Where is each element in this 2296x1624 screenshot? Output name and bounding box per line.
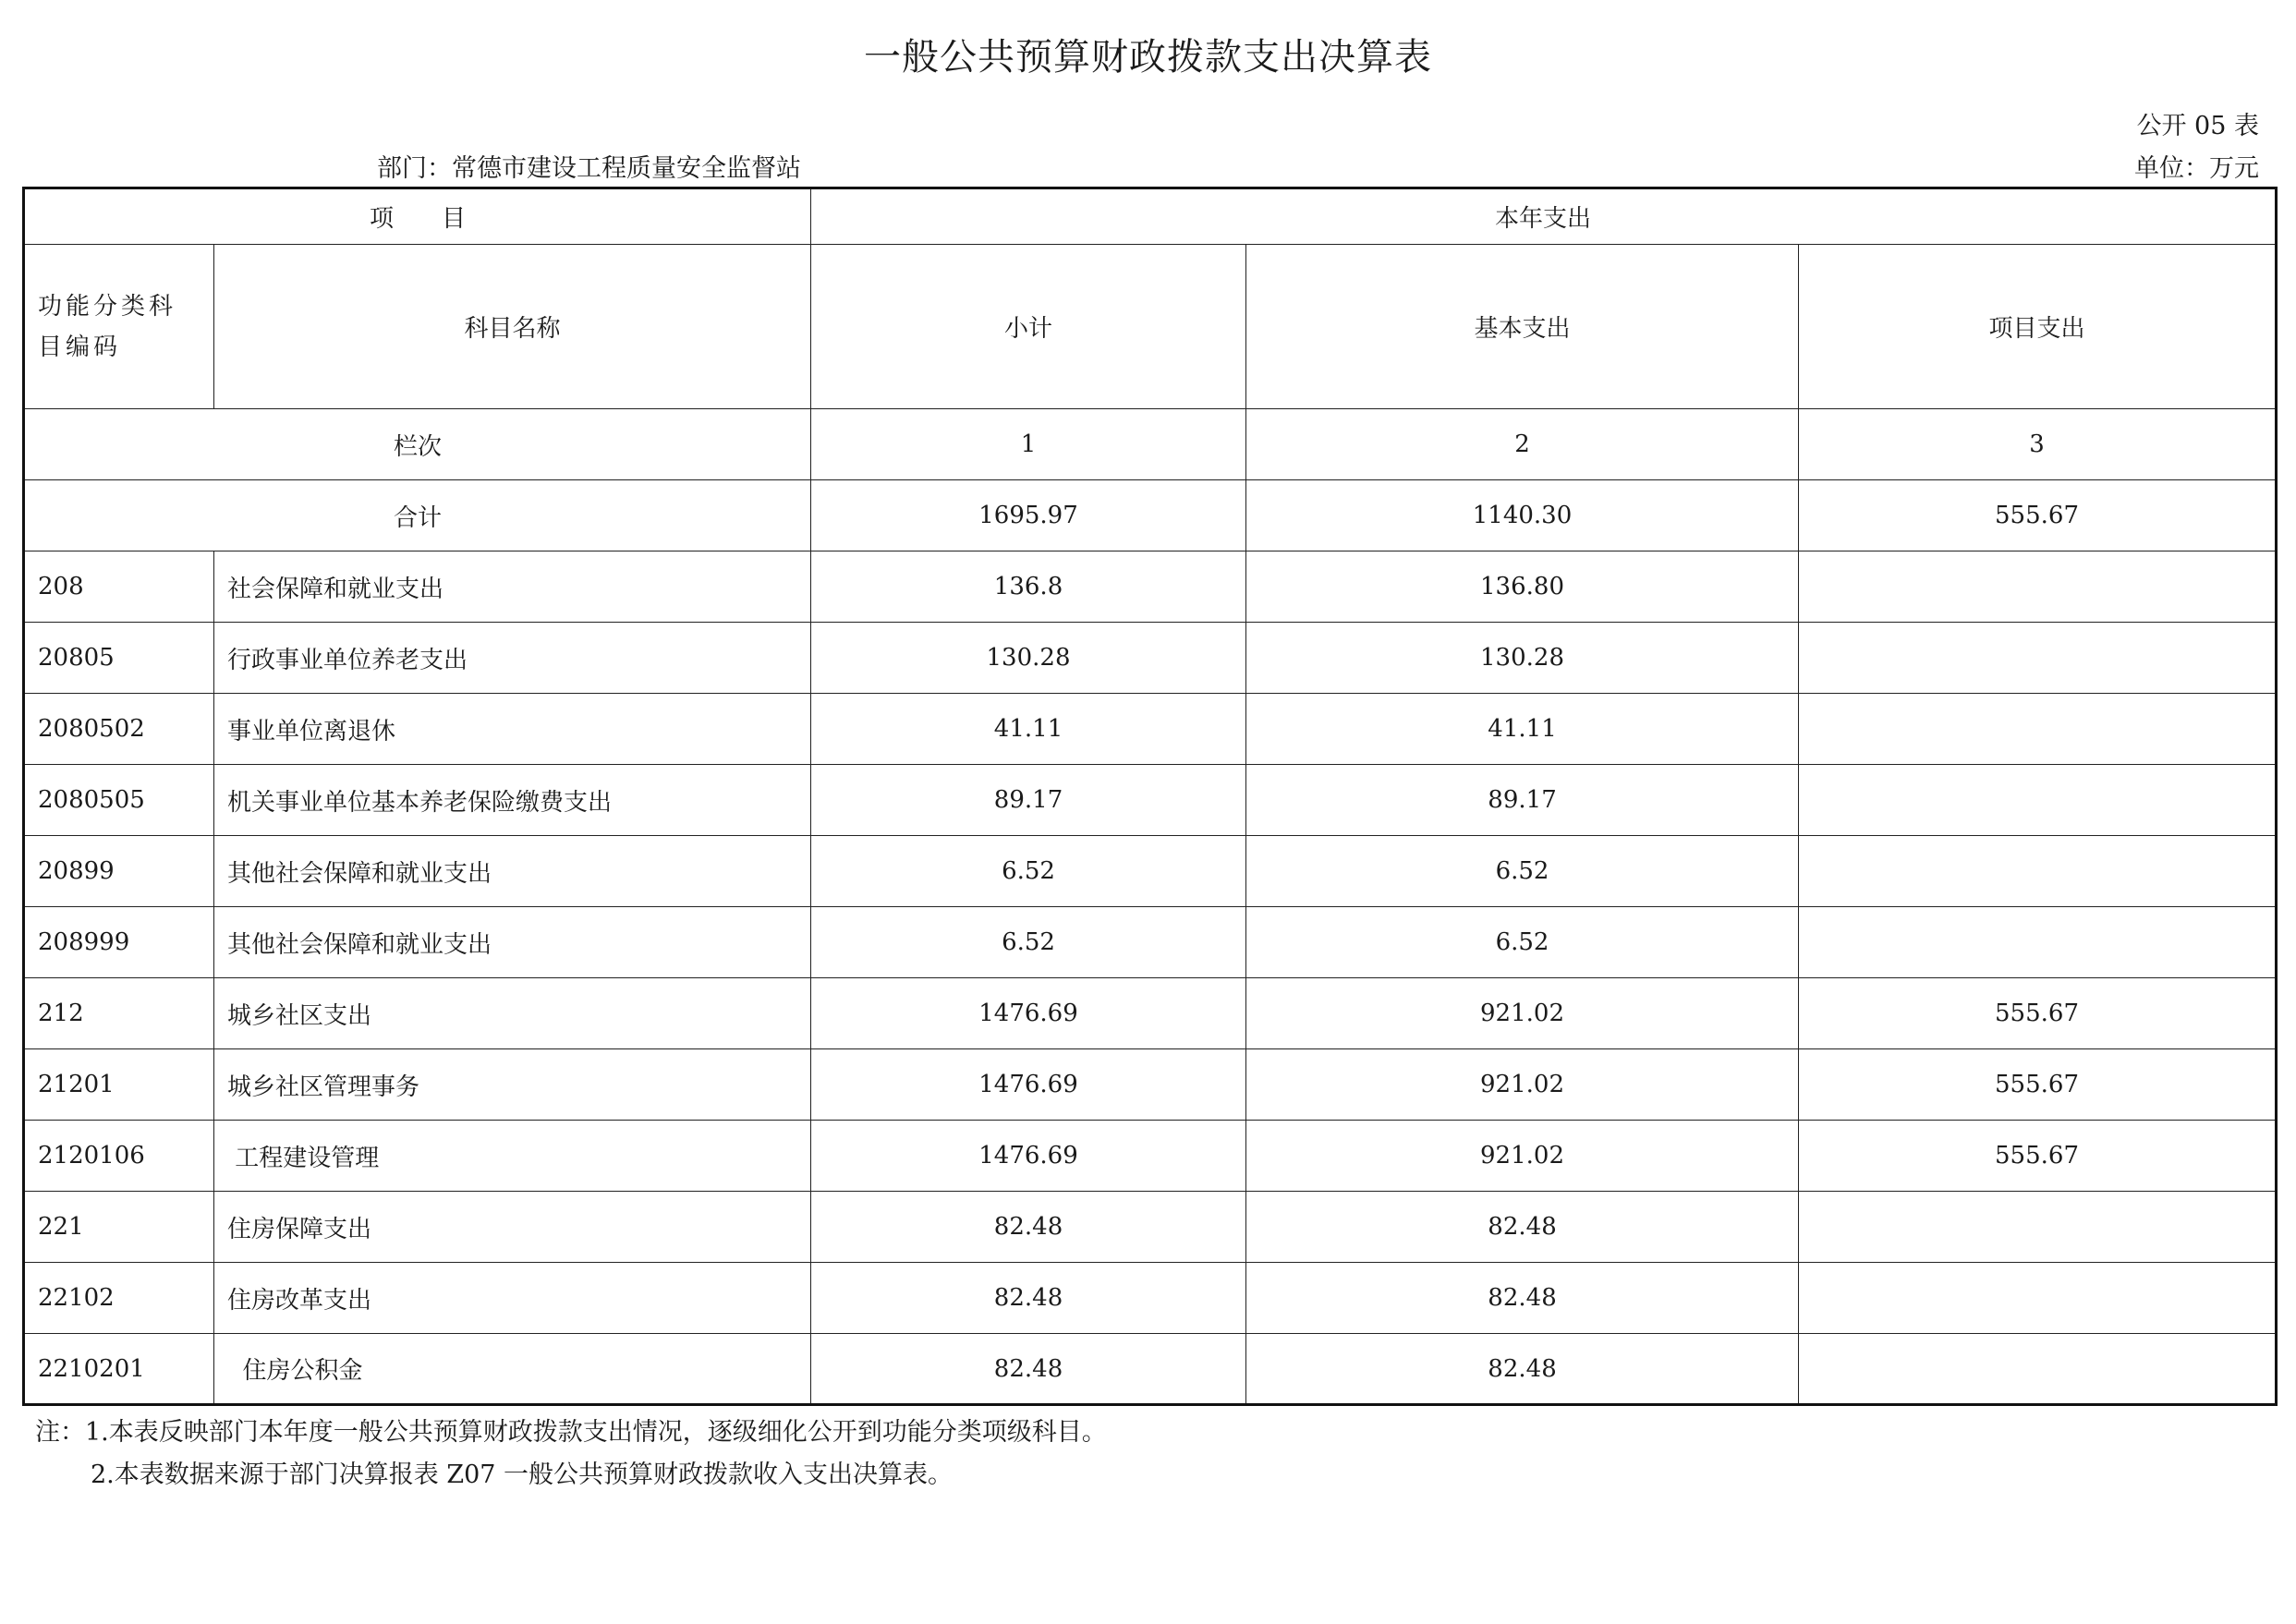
row-code: 2080502 — [24, 694, 214, 765]
row-basic: 41.11 — [1246, 694, 1799, 765]
row-subtotal: 82.48 — [811, 1263, 1246, 1334]
unit-label: 单位：万元 — [2134, 154, 2259, 183]
table-row — [24, 623, 2277, 694]
table-row — [24, 1192, 2277, 1263]
header-subtotal: 小计 — [811, 245, 1246, 409]
column-number-3: 3 — [1799, 409, 2277, 480]
header-name: 科目名称 — [214, 245, 811, 409]
row-subtotal: 6.52 — [811, 836, 1246, 907]
row-basic: 89.17 — [1246, 765, 1799, 836]
row-project — [1799, 694, 2277, 765]
column-number-2: 2 — [1246, 409, 1799, 480]
row-project: 555.67 — [1799, 1121, 2277, 1192]
row-basic: 136.80 — [1246, 551, 1799, 623]
row-basic: 82.48 — [1246, 1263, 1799, 1334]
row-name: 住房改革支出 — [214, 1263, 811, 1334]
row-name: 住房公积金 — [214, 1334, 811, 1405]
row-basic: 82.48 — [1246, 1334, 1799, 1405]
row-subtotal: 82.48 — [811, 1192, 1246, 1263]
table-row — [24, 1263, 2277, 1334]
row-project — [1799, 1263, 2277, 1334]
total-project: 555.67 — [1799, 480, 2277, 551]
table-body — [24, 551, 2277, 1405]
table-row — [24, 978, 2277, 1049]
row-name: 社会保障和就业支出 — [214, 551, 811, 623]
row-basic: 921.02 — [1246, 1121, 1799, 1192]
header-item: 项 目 — [24, 188, 811, 245]
total-row — [24, 480, 2277, 551]
row-subtotal: 6.52 — [811, 907, 1246, 978]
table-row — [24, 907, 2277, 978]
row-project: 555.67 — [1799, 978, 2277, 1049]
table-row — [24, 1049, 2277, 1121]
row-name: 其他社会保障和就业支出 — [214, 836, 811, 907]
row-name: 工程建设管理 — [214, 1121, 811, 1192]
table-row — [24, 551, 2277, 623]
row-code: 212 — [24, 978, 214, 1049]
page-title: 一般公共预算财政拨款支出决算表 — [864, 36, 1432, 79]
column-number-label: 栏次 — [24, 409, 811, 480]
column-number-1: 1 — [811, 409, 1246, 480]
table-row — [24, 836, 2277, 907]
row-code: 20899 — [24, 836, 214, 907]
row-code: 208 — [24, 551, 214, 623]
row-name: 行政事业单位养老支出 — [214, 623, 811, 694]
row-project — [1799, 551, 2277, 623]
row-code: 22102 — [24, 1263, 214, 1334]
row-name: 城乡社区支出 — [214, 978, 811, 1049]
table-row — [24, 694, 2277, 765]
row-basic: 82.48 — [1246, 1192, 1799, 1263]
table-row — [24, 765, 2277, 836]
header-current-year: 本年支出 — [811, 188, 2277, 245]
row-code: 208999 — [24, 907, 214, 978]
header-row-2 — [24, 245, 2277, 409]
row-subtotal: 82.48 — [811, 1334, 1246, 1405]
note-2: 2.本表数据来源于部门决算报表 Z07 一般公共预算财政拨款收入支出决算表。 — [91, 1460, 954, 1489]
row-project — [1799, 907, 2277, 978]
row-subtotal: 1476.69 — [811, 1121, 1246, 1192]
total-label: 合计 — [24, 480, 811, 551]
row-project — [1799, 1192, 2277, 1263]
total-basic: 1140.30 — [1246, 480, 1799, 551]
note-1: 注：1.本表反映部门本年度一般公共预算财政拨款支出情况，逐级细化公开到功能分类项级科目。 — [35, 1418, 1107, 1447]
row-name: 其他社会保障和就业支出 — [214, 907, 811, 978]
notes — [35, 1412, 1107, 1497]
row-code: 2120106 — [24, 1121, 214, 1192]
row-subtotal: 41.11 — [811, 694, 1246, 765]
row-code: 21201 — [24, 1049, 214, 1121]
row-code: 2080505 — [24, 765, 214, 836]
column-number-row — [24, 409, 2277, 480]
row-code: 221 — [24, 1192, 214, 1263]
row-name: 城乡社区管理事务 — [214, 1049, 811, 1121]
row-subtotal: 1476.69 — [811, 978, 1246, 1049]
row-code: 20805 — [24, 623, 214, 694]
department-label: 部门：常德市建设工程质量安全监督站 — [377, 154, 801, 183]
row-project — [1799, 623, 2277, 694]
table-row — [24, 1334, 2277, 1405]
row-basic: 921.02 — [1246, 1049, 1799, 1121]
row-subtotal: 89.17 — [811, 765, 1246, 836]
form-number: 公开 05 表 — [2136, 112, 2259, 140]
header-basic: 基本支出 — [1246, 245, 1799, 409]
row-name: 住房保障支出 — [214, 1192, 811, 1263]
expenditure-table — [22, 187, 2278, 1406]
header-row-1 — [24, 188, 2277, 245]
row-subtotal: 130.28 — [811, 623, 1246, 694]
row-name: 事业单位离退休 — [214, 694, 811, 765]
total-subtotal: 1695.97 — [811, 480, 1246, 551]
header-code: 功能分类科目编码 — [24, 245, 214, 409]
row-project — [1799, 765, 2277, 836]
row-subtotal: 136.8 — [811, 551, 1246, 623]
row-name: 机关事业单位基本养老保险缴费支出 — [214, 765, 811, 836]
row-basic: 6.52 — [1246, 836, 1799, 907]
row-project: 555.67 — [1799, 1049, 2277, 1121]
table-row — [24, 1121, 2277, 1192]
row-basic: 6.52 — [1246, 907, 1799, 978]
row-project — [1799, 836, 2277, 907]
row-project — [1799, 1334, 2277, 1405]
row-code: 2210201 — [24, 1334, 214, 1405]
row-basic: 130.28 — [1246, 623, 1799, 694]
row-basic: 921.02 — [1246, 978, 1799, 1049]
row-subtotal: 1476.69 — [811, 1049, 1246, 1121]
header-project: 项目支出 — [1799, 245, 2277, 409]
